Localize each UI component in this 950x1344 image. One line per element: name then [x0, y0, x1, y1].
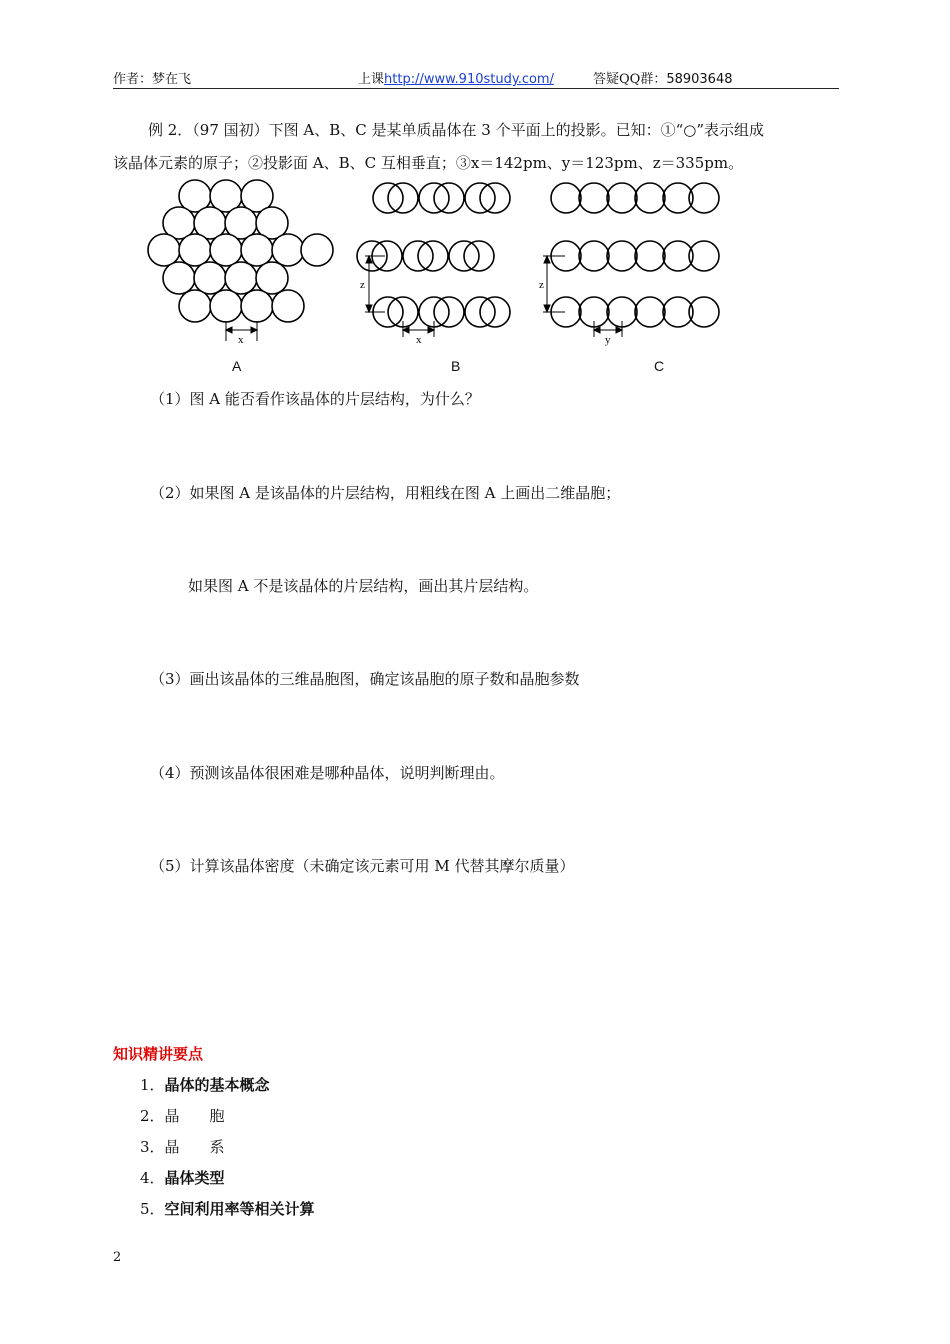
knowledge-item-4 [140, 1167, 225, 1188]
page-header [113, 66, 839, 89]
problem-line-2: 该晶体元素的原子；②投影面 A、B、C 互相垂直；③x＝142pm、y＝123pm、z＝335pm。 [113, 154, 744, 172]
knowledge-item-text: 晶 胞 [164, 1107, 225, 1125]
knowledge-item-number: 1． [140, 1076, 165, 1094]
figure-c-label: C [654, 358, 665, 374]
knowledge-item-5 [140, 1198, 315, 1219]
knowledge-item-number: 5． [140, 1200, 165, 1218]
question-5: （5）计算该晶体密度（未确定该元素可用 M 代替其摩尔质量） [150, 857, 575, 875]
header-course [358, 68, 554, 87]
page-number: 2 [113, 1250, 122, 1265]
figure-c-z-label: z [539, 279, 544, 291]
header-course-prefix: 上课 [358, 72, 385, 87]
figure-b [355, 175, 525, 350]
knowledge-item-text: 晶体的基本概念 [164, 1076, 270, 1094]
knowledge-item-text: 晶体类型 [164, 1169, 225, 1187]
header-qq-number: 58903648 [666, 72, 733, 87]
header-author: 作者：梦在飞 [113, 72, 192, 87]
figure-b-z-label: z [360, 279, 365, 291]
figure-b-x-label: x [416, 334, 422, 346]
knowledge-item-1 [140, 1074, 270, 1095]
knowledge-item-2 [140, 1105, 225, 1126]
header-qq [593, 68, 733, 87]
problem-line-1: 例 2．（97 国初）下图 A、B、C 是某单质晶体在 3 个平面上的投影。已知：①“○”表示组成 [148, 121, 765, 139]
knowledge-item-text: 晶 系 [164, 1138, 225, 1156]
figure-c [535, 175, 730, 350]
knowledge-item-number: 2． [140, 1107, 165, 1125]
header-course-link[interactable]: http://www.910study.com/ [384, 72, 554, 87]
header-qq-prefix: 答疑QQ群： [593, 72, 667, 87]
figure-b-label: B [451, 358, 461, 374]
question-3: （3）画出该晶体的三维晶胞图，确定该晶胞的原子数和晶胞参数 [150, 670, 580, 688]
knowledge-title: 知识精讲要点 [113, 1045, 204, 1063]
knowledge-item-text: 空间利用率等相关计算 [164, 1200, 315, 1218]
figure-a [140, 175, 340, 355]
figure-c-y-label: y [605, 334, 611, 346]
figure-a-x-label: x [238, 334, 244, 346]
question-1: （1）图 A 能否看作该晶体的片层结构，为什么？ [150, 390, 480, 408]
knowledge-item-number: 4． [140, 1169, 165, 1187]
question-2b: 如果图 A 不是该晶体的片层结构，画出其片层结构。 [188, 577, 539, 595]
question-2: （2）如果图 A 是该晶体的片层结构，用粗线在图 A 上画出二维晶胞； [150, 484, 621, 502]
knowledge-item-number: 3． [140, 1138, 165, 1156]
question-4: （4）预测该晶体很困难是哪种晶体，说明判断理由。 [150, 764, 505, 782]
figure-a-label: A [232, 358, 242, 374]
knowledge-item-3 [140, 1136, 225, 1157]
